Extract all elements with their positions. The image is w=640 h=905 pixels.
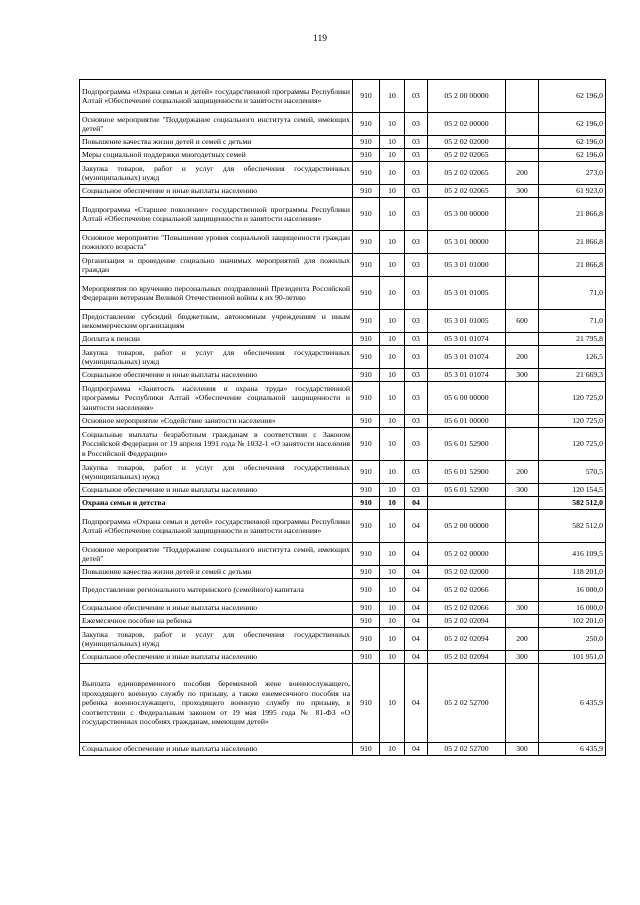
row-sum: 120 725,0: [539, 415, 606, 428]
row-name: Закупка товаров, работ и услуг для обеспечения государственных (муниципальных) нужд: [80, 162, 353, 185]
row-vr: [506, 664, 539, 743]
row-gr: 910: [353, 277, 380, 310]
row-csr: 05 2 02 02094: [428, 651, 506, 664]
row-name: Основное мероприятие «Содействие занятости населения»: [80, 415, 353, 428]
row-name: Меры социальной поддержки многодетных семей: [80, 149, 353, 162]
row-pr: 04: [405, 628, 428, 651]
table-row: [80, 369, 606, 382]
row-csr: 05 3 01 01000: [428, 254, 506, 277]
row-sum: 62 196,0: [539, 136, 606, 149]
table-row: [80, 113, 606, 136]
row-csr: 05 6 01 52900: [428, 484, 506, 497]
row-gr: 910: [353, 615, 380, 628]
row-pr: 03: [405, 461, 428, 484]
row-name: Основное мероприятие "Поддержание социального института семей, имеющих детей": [80, 113, 353, 136]
row-rz: 10: [380, 510, 405, 543]
row-name: Закупка товаров, работ и услуг для обеспечения государственных (муниципальных) нужд: [80, 346, 353, 369]
row-pr: 03: [405, 113, 428, 136]
row-pr: 03: [405, 162, 428, 185]
row-sum: 120 725,0: [539, 428, 606, 461]
table-row: [80, 80, 606, 113]
table-row: [80, 333, 606, 346]
row-gr: 910: [353, 136, 380, 149]
row-sum: 582 512,0: [539, 497, 606, 510]
row-vr: [506, 333, 539, 346]
row-gr: 910: [353, 382, 380, 415]
table-row: [80, 198, 606, 231]
row-csr: 05 2 02 02065: [428, 162, 506, 185]
row-vr: [506, 149, 539, 162]
table-row: [80, 415, 606, 428]
row-csr: 05 2 02 02066: [428, 579, 506, 602]
row-rz: 10: [380, 113, 405, 136]
row-gr: 910: [353, 231, 380, 254]
row-name: Социальное обеспечение и иные выплаты населению: [80, 743, 353, 756]
row-rz: 10: [380, 615, 405, 628]
row-rz: 10: [380, 310, 405, 333]
row-rz: 10: [380, 664, 405, 743]
row-rz: 10: [380, 484, 405, 497]
row-csr: 05 2 02 02066: [428, 602, 506, 615]
row-name: Охрана семьи и детства: [80, 497, 353, 510]
row-csr: 05 6 01 52900: [428, 461, 506, 484]
row-name: Основное мероприятие "Повышение уровня социальной защищенности граждан пожилого возраста": [80, 231, 353, 254]
row-vr: [506, 277, 539, 310]
row-name: Социальное обеспечение и иные выплаты населению: [80, 185, 353, 198]
row-vr: [506, 136, 539, 149]
table-row: [80, 628, 606, 651]
row-sum: 6 435,9: [539, 664, 606, 743]
row-pr: 03: [405, 346, 428, 369]
row-pr: 03: [405, 484, 428, 497]
row-pr: 03: [405, 254, 428, 277]
table-row: [80, 543, 606, 566]
row-rz: 10: [380, 333, 405, 346]
row-gr: 910: [353, 579, 380, 602]
row-vr: [506, 382, 539, 415]
row-pr: 04: [405, 602, 428, 615]
row-name: Социальное обеспечение и иные выплаты населению: [80, 484, 353, 497]
row-gr: 910: [353, 566, 380, 579]
row-pr: 03: [405, 369, 428, 382]
row-name: Основное мероприятие "Поддержание социального института семей, имеющих детей": [80, 543, 353, 566]
row-gr: 910: [353, 415, 380, 428]
row-name: Социальное обеспечение и иные выплаты населению: [80, 651, 353, 664]
table-row: [80, 149, 606, 162]
row-rz: 10: [380, 415, 405, 428]
row-name: Доплата к пенсии: [80, 333, 353, 346]
table-row: [80, 743, 606, 756]
row-sum: 101 951,0: [539, 651, 606, 664]
row-rz: 10: [380, 162, 405, 185]
row-vr: 200: [506, 461, 539, 484]
row-csr: 05 6 01 52900: [428, 428, 506, 461]
row-pr: 03: [405, 149, 428, 162]
row-rz: 10: [380, 346, 405, 369]
table-row: [80, 162, 606, 185]
row-gr: 910: [353, 369, 380, 382]
row-csr: 05 2 02 52700: [428, 664, 506, 743]
row-sum: 21 795,8: [539, 333, 606, 346]
table-row: [80, 651, 606, 664]
row-gr: 910: [353, 428, 380, 461]
row-pr: 03: [405, 185, 428, 198]
row-vr: 200: [506, 628, 539, 651]
table-row: [80, 277, 606, 310]
row-rz: 10: [380, 185, 405, 198]
row-name: Предоставление субсидий бюджетным, автономным учреждениям и иным некоммерческим организациям: [80, 310, 353, 333]
row-csr: 05 3 01 01005: [428, 310, 506, 333]
row-name: Подпрограмма «Охрана семьи и детей» государственной программы Республики Алтай «Обеспечение социальной защищенности и занятости населения»: [80, 80, 353, 113]
row-gr: 910: [353, 484, 380, 497]
table-row: [80, 346, 606, 369]
row-rz: 10: [380, 743, 405, 756]
row-vr: [506, 254, 539, 277]
row-sum: 126,5: [539, 346, 606, 369]
table-row: [80, 428, 606, 461]
row-vr: [506, 615, 539, 628]
budget-table: [79, 79, 606, 756]
row-vr: 300: [506, 602, 539, 615]
table-row: [80, 461, 606, 484]
row-gr: 910: [353, 254, 380, 277]
row-sum: 21 866,8: [539, 198, 606, 231]
row-name: Социальные выплаты безработным гражданам в соответствии с Законом Российской Федерации от 19 апреля 1991 года № 1032-1 «О занятости населения в Российской Федерации»: [80, 428, 353, 461]
row-pr: 04: [405, 497, 428, 510]
row-vr: [506, 231, 539, 254]
row-csr: 05 2 00 00000: [428, 510, 506, 543]
row-gr: 910: [353, 510, 380, 543]
row-csr: [428, 497, 506, 510]
row-sum: 16 000,0: [539, 602, 606, 615]
row-vr: [506, 566, 539, 579]
row-vr: [506, 415, 539, 428]
table-row: [80, 497, 606, 510]
row-pr: 04: [405, 566, 428, 579]
row-pr: 03: [405, 415, 428, 428]
row-sum: 61 923,0: [539, 185, 606, 198]
row-rz: 10: [380, 277, 405, 310]
row-rz: 10: [380, 628, 405, 651]
row-vr: 300: [506, 743, 539, 756]
row-csr: 05 3 01 00000: [428, 231, 506, 254]
row-gr: 910: [353, 651, 380, 664]
row-rz: 10: [380, 651, 405, 664]
row-rz: 10: [380, 254, 405, 277]
row-csr: 05 2 02 02000: [428, 136, 506, 149]
row-csr: 05 2 02 02065: [428, 185, 506, 198]
row-csr: 05 2 02 00000: [428, 113, 506, 136]
row-sum: 21 866,8: [539, 254, 606, 277]
row-rz: 10: [380, 149, 405, 162]
row-pr: 04: [405, 664, 428, 743]
table-body: [80, 80, 606, 756]
row-rz: 10: [380, 136, 405, 149]
row-gr: 910: [353, 628, 380, 651]
row-rz: 10: [380, 497, 405, 510]
table-row: [80, 382, 606, 415]
row-pr: 04: [405, 615, 428, 628]
table-row: [80, 185, 606, 198]
table-row: [80, 566, 606, 579]
row-vr: [506, 510, 539, 543]
row-csr: 05 2 02 02094: [428, 628, 506, 651]
row-rz: 10: [380, 231, 405, 254]
row-csr: 05 6 00 00000: [428, 382, 506, 415]
row-sum: 62 196,0: [539, 149, 606, 162]
row-name: Мероприятия по вручению персональных поздравлений Президента Российской Федерации ветеранам Великой Отечественной войны к их 90-летию: [80, 277, 353, 310]
row-csr: 05 2 02 00000: [428, 543, 506, 566]
row-csr: 05 2 02 02000: [428, 566, 506, 579]
page-number: 119: [313, 34, 327, 44]
row-sum: 273,0: [539, 162, 606, 185]
row-csr: 05 2 02 52700: [428, 743, 506, 756]
row-gr: 910: [353, 80, 380, 113]
row-gr: 910: [353, 602, 380, 615]
row-gr: 910: [353, 497, 380, 510]
row-pr: 03: [405, 333, 428, 346]
table-row: [80, 231, 606, 254]
row-rz: 10: [380, 566, 405, 579]
table-row: [80, 310, 606, 333]
row-csr: 05 3 01 01074: [428, 333, 506, 346]
row-name: Предоставление регионального материнского (семейного) капитала: [80, 579, 353, 602]
row-vr: [506, 198, 539, 231]
row-name: Социальное обеспечение и иные выплаты населению: [80, 369, 353, 382]
row-csr: 05 3 00 00000: [428, 198, 506, 231]
row-name: Ежемесячное пособие на ребенка: [80, 615, 353, 628]
row-rz: 10: [380, 382, 405, 415]
row-sum: 118 201,0: [539, 566, 606, 579]
row-sum: 21 866,8: [539, 231, 606, 254]
row-name: Выплата единовременного пособия беременной жене военнослужащего, проходящего военную службу по призыву, а также ежемесячного пособия на ребенка военнослужащего, проходящего военную службу по призыву, в соответствии с Федеральным законом от 19 мая 1995 года № 81-ФЗ «О государственных пособиях гражданам, имеющим детей»: [80, 664, 353, 743]
row-gr: 910: [353, 664, 380, 743]
row-name: Подпрограмма «Занятость населения и охрана труда» государственной программы Республики Алтай «Обеспечение социальной защищенности и занятости населения»: [80, 382, 353, 415]
row-gr: 910: [353, 543, 380, 566]
row-gr: 910: [353, 185, 380, 198]
row-pr: 03: [405, 277, 428, 310]
row-gr: 910: [353, 461, 380, 484]
row-rz: 10: [380, 579, 405, 602]
row-name: Повышение качества жизни детей и семей с детьми: [80, 566, 353, 579]
row-pr: 03: [405, 198, 428, 231]
row-pr: 04: [405, 510, 428, 543]
row-gr: 910: [353, 149, 380, 162]
row-sum: 71,0: [539, 277, 606, 310]
row-vr: [506, 80, 539, 113]
row-vr: 200: [506, 346, 539, 369]
row-sum: 16 000,0: [539, 579, 606, 602]
row-csr: 05 3 01 01074: [428, 369, 506, 382]
row-csr: 05 2 02 02065: [428, 149, 506, 162]
row-sum: 21 669,3: [539, 369, 606, 382]
row-vr: [506, 497, 539, 510]
row-vr: [506, 543, 539, 566]
row-pr: 03: [405, 310, 428, 333]
row-pr: 03: [405, 80, 428, 113]
table-row: [80, 510, 606, 543]
row-rz: 10: [380, 602, 405, 615]
row-pr: 03: [405, 231, 428, 254]
row-gr: 910: [353, 743, 380, 756]
row-pr: 03: [405, 428, 428, 461]
row-vr: 300: [506, 369, 539, 382]
row-gr: 910: [353, 310, 380, 333]
row-vr: 600: [506, 310, 539, 333]
row-gr: 910: [353, 333, 380, 346]
row-gr: 910: [353, 198, 380, 231]
table-row: [80, 664, 606, 743]
table-row: [80, 136, 606, 149]
table-row: [80, 602, 606, 615]
row-vr: 300: [506, 651, 539, 664]
row-vr: [506, 113, 539, 136]
row-sum: 62 196,0: [539, 80, 606, 113]
row-sum: 71,0: [539, 310, 606, 333]
row-csr: 05 3 01 01005: [428, 277, 506, 310]
row-name: Закупка товаров, работ и услуг для обеспечения государственных (муниципальных) нужд: [80, 628, 353, 651]
row-sum: 6 435,9: [539, 743, 606, 756]
row-pr: 04: [405, 579, 428, 602]
row-pr: 04: [405, 651, 428, 664]
row-csr: 05 6 01 00000: [428, 415, 506, 428]
table-row: [80, 484, 606, 497]
row-rz: 10: [380, 428, 405, 461]
row-gr: 910: [353, 113, 380, 136]
row-csr: 05 2 00 00000: [428, 80, 506, 113]
row-gr: 910: [353, 162, 380, 185]
row-pr: 03: [405, 382, 428, 415]
row-name: Подпрограмма «Охрана семьи и детей» государственной программы Республики Алтай «Обеспечение социальной защищенности и занятости населения»: [80, 510, 353, 543]
table-row: [80, 615, 606, 628]
row-vr: [506, 579, 539, 602]
row-sum: 582 512,0: [539, 510, 606, 543]
row-vr: 300: [506, 484, 539, 497]
table-row: [80, 579, 606, 602]
row-sum: 570,5: [539, 461, 606, 484]
row-name: Организация и проведение социально значимых мероприятий для пожилых граждан: [80, 254, 353, 277]
row-vr: 200: [506, 162, 539, 185]
row-sum: 62 196,0: [539, 113, 606, 136]
row-vr: [506, 428, 539, 461]
row-csr: 05 3 01 01074: [428, 346, 506, 369]
row-rz: 10: [380, 198, 405, 231]
row-vr: 300: [506, 185, 539, 198]
row-name: Закупка товаров, работ и услуг для обеспечения государственных (муниципальных) нужд: [80, 461, 353, 484]
row-name: Подпрограмма «Старшее поколение» государственной программы Республики Алтай «Обеспечение социальной защищенности и занятости населения»: [80, 198, 353, 231]
row-csr: 05 2 02 02094: [428, 615, 506, 628]
row-sum: 120 725,0: [539, 382, 606, 415]
row-rz: 10: [380, 369, 405, 382]
row-rz: 10: [380, 543, 405, 566]
row-sum: 102 201,0: [539, 615, 606, 628]
row-pr: 04: [405, 543, 428, 566]
row-pr: 03: [405, 136, 428, 149]
row-gr: 910: [353, 346, 380, 369]
row-name: Социальное обеспечение и иные выплаты населению: [80, 602, 353, 615]
table-row: [80, 254, 606, 277]
row-name: Повышение качества жизни детей и семей с детьми: [80, 136, 353, 149]
row-sum: 250,0: [539, 628, 606, 651]
row-sum: 416 109,5: [539, 543, 606, 566]
row-sum: 120 154,5: [539, 484, 606, 497]
row-rz: 10: [380, 461, 405, 484]
row-rz: 10: [380, 80, 405, 113]
row-pr: 04: [405, 743, 428, 756]
